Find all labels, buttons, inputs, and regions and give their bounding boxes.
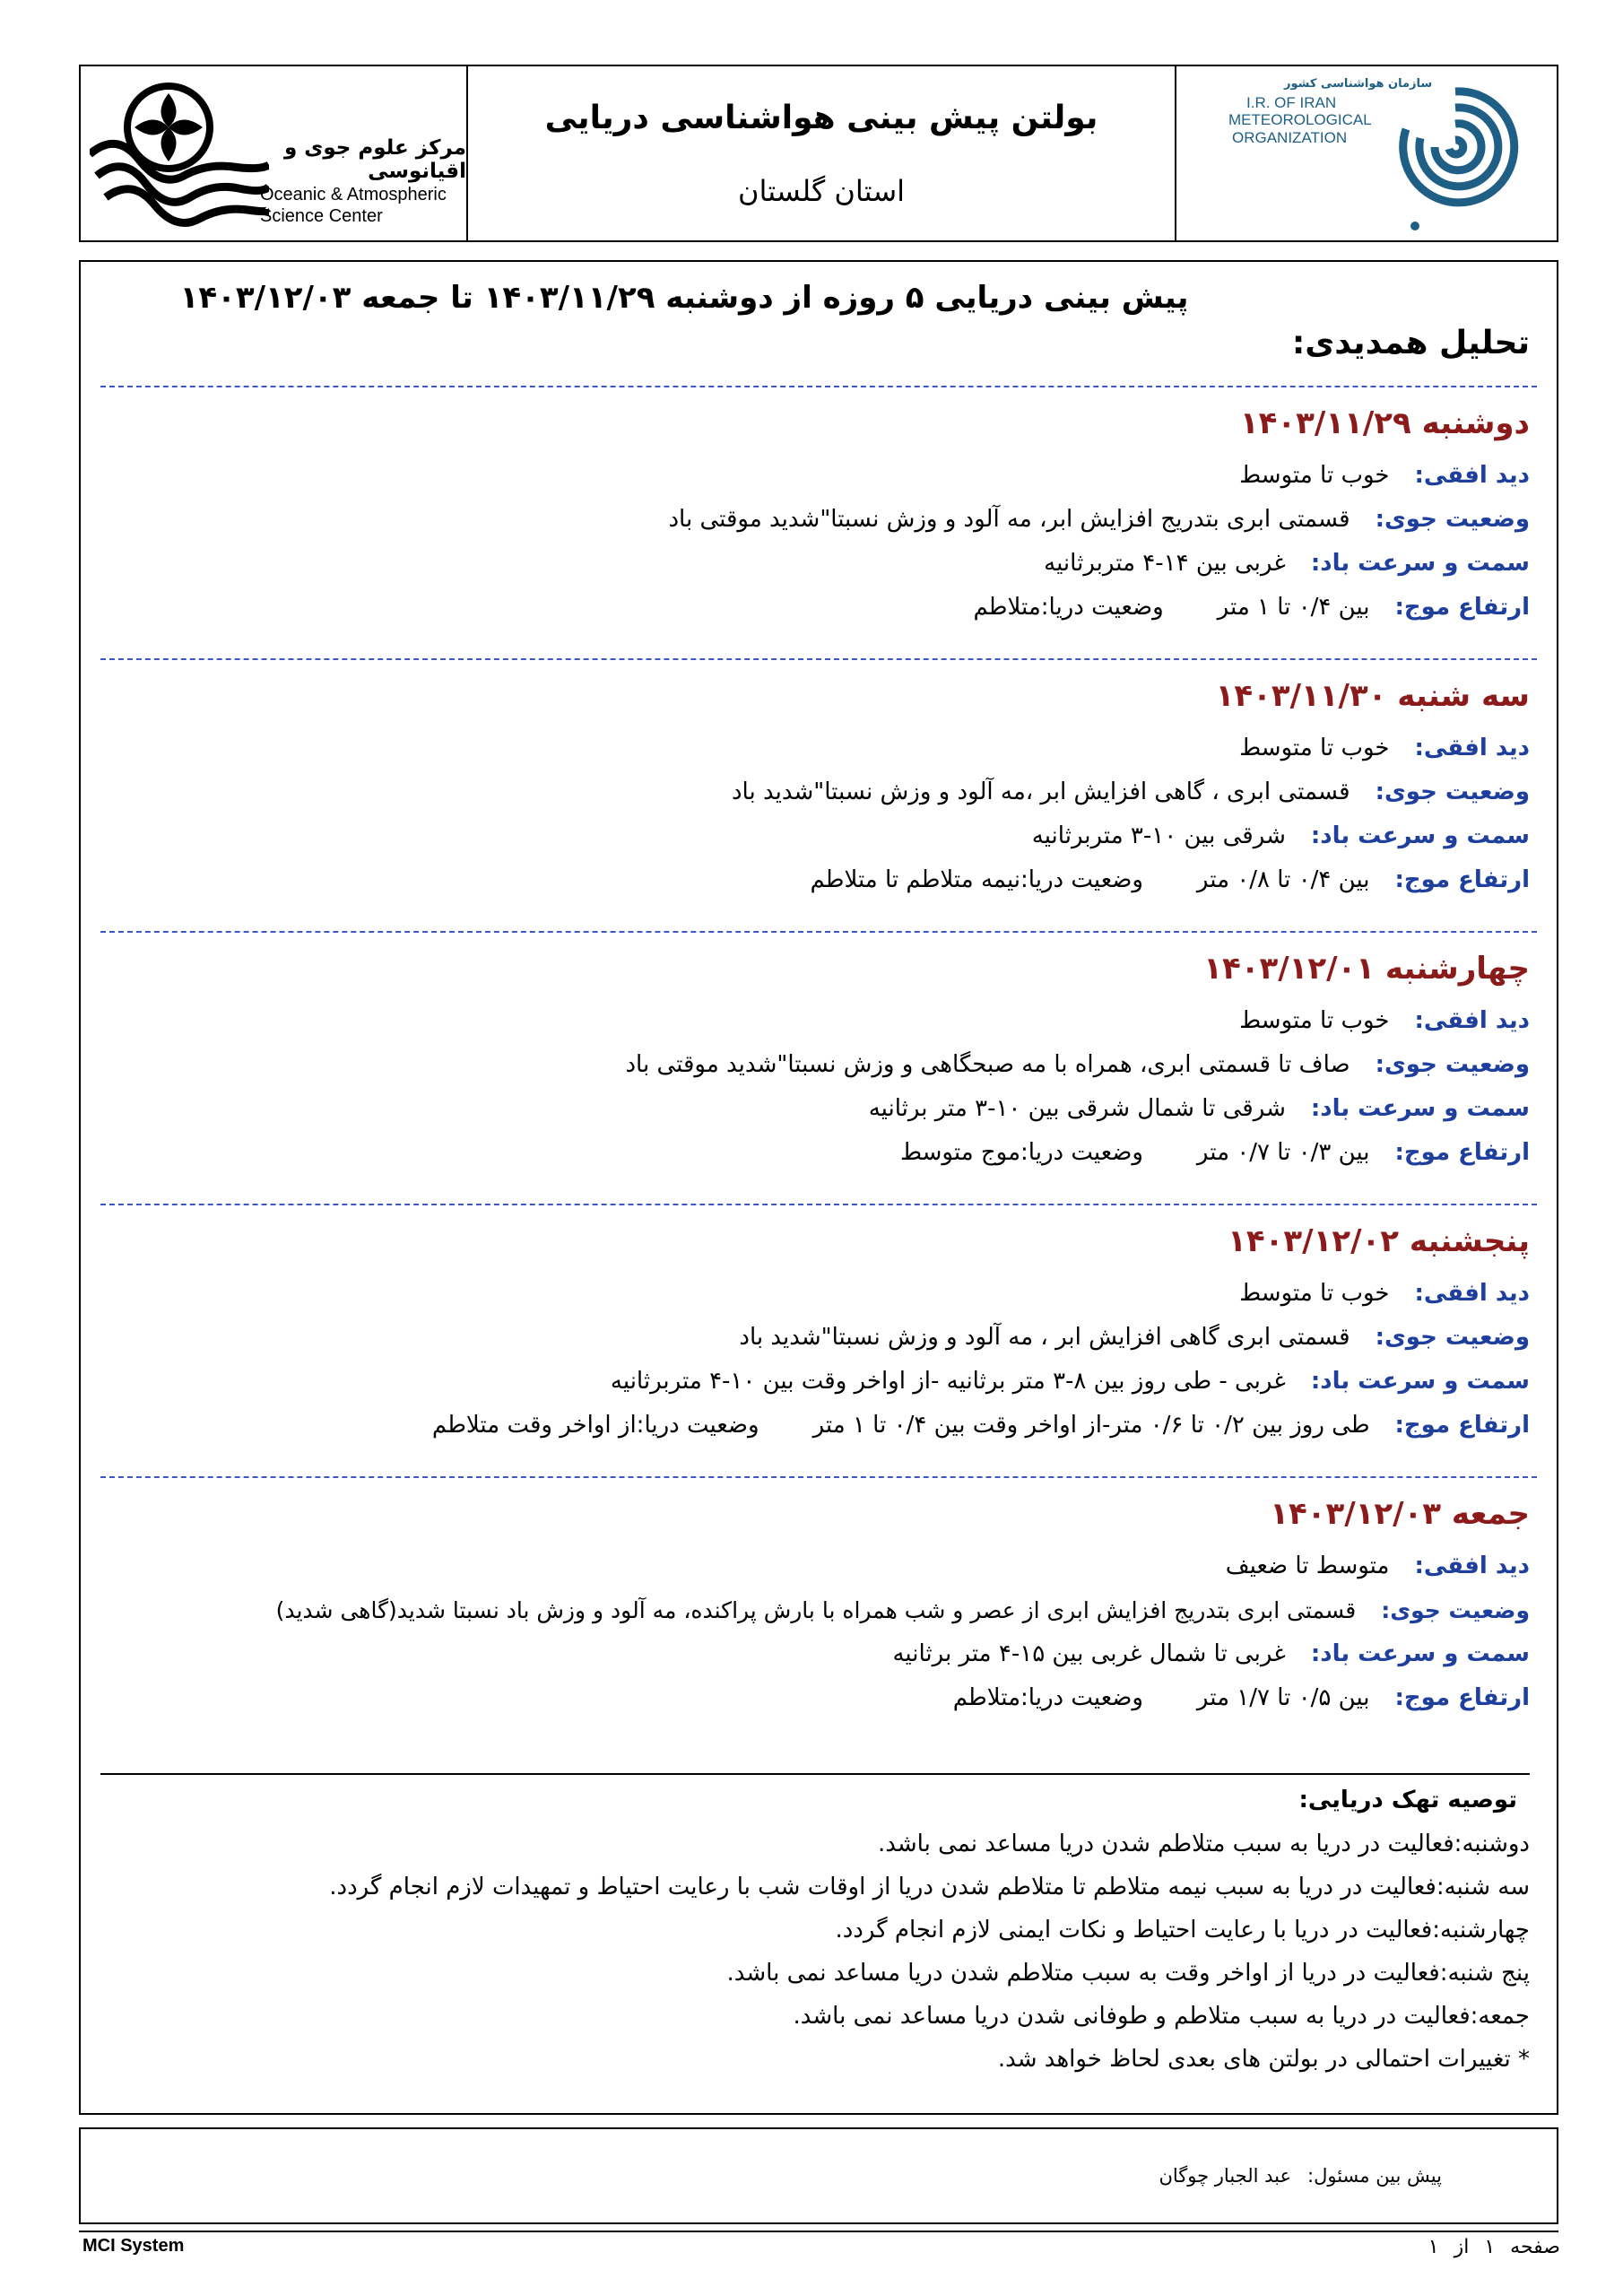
oac-logo-block [81,66,468,240]
forecaster-label: پیش بین مسئول: [1307,2165,1442,2187]
wind-row [108,814,1530,858]
wind-row [108,1087,1530,1131]
irimo-name-en-1: I.R. OF IRAN [1246,94,1337,111]
province-name: استان گلستان [737,173,906,208]
visibility-value: خوب تا متوسط [1239,1007,1390,1034]
sea-state-value: وضعیت دریا:نیمه متلاطم تا متلاطم [810,866,1143,893]
weather-row [108,498,1530,542]
weather-value: قسمتی ابری گاهی افزایش ابر ، مه آلود و وزش نسبتا"شدید باد [739,1324,1350,1351]
sea-state-value: وضعیت دریا:متلاطم [973,594,1164,621]
advice-note: * تغییرات احتمالی در بولتن های بعدی لحاظ خواهد شد. [997,2046,1530,2073]
wind-label: سمت و سرعت باد: [1310,1368,1530,1395]
weather-value: قسمتی ابری بتدریج افزایش ابری از عصر و شب همراه با بارش پراکنده، مه آلود و وزش باد نسبتا شدید(گاهی شدید) [275,1597,1357,1623]
divider [100,931,1537,933]
divider [100,386,1537,387]
irimo-name-fa: سازمان هواشناسی کشور [1284,77,1433,91]
page-footer-rule [79,2231,1558,2232]
visibility-row [108,454,1530,498]
wave-label: ارتفاع موج: [1394,1684,1530,1711]
visibility-label: دید افقی: [1414,735,1530,761]
wave-value: بین ۰/۴ تا ۰/۸ متر [1196,866,1370,893]
wind-row [108,542,1530,586]
oac-name-en-2: Science Center [260,206,383,226]
bulletin-title: بولتن پیش بینی هواشناسی دریایی [544,99,1098,136]
irimo-name-en-3: ORGANIZATION [1232,129,1348,146]
wave-value: بین ۰/۴ تا ۱ متر [1217,594,1370,621]
advice-line: جمعه:فعالیت در دریا به سبب متلاطم و طوفانی شدن دریا مساعد نمی باشد. [793,2003,1530,2030]
forecaster-name: عبد الجبار چوگان [1159,2165,1292,2187]
divider [100,1476,1537,1478]
sea-state-value: وضعیت دریا:از اواخر وقت متلاطم [431,1412,759,1439]
divider [100,658,1537,660]
wind-row [108,1632,1530,1676]
day-block-monday [108,405,1530,630]
wind-row [108,1360,1530,1404]
weather-value: صاف تا قسمتی ابری، همراه با مه صبحگاهی و وزش نسبتا"شدید موقتی باد [625,1051,1350,1078]
wave-label: ارتفاع موج: [1394,1139,1530,1166]
forecaster-line [1159,2165,1442,2187]
forecast-title: پیش بینی دریایی ۵ روزه از دوشنبه ۱۴۰۳/۱۱/۲۹ تا جمعه ۱۴۰۳/۱۲/۰۳ [179,280,1189,316]
weather-label: وضعیت جوی: [1375,778,1530,805]
divider [100,1204,1537,1205]
irimo-name-en-2: METEOROLOGICAL [1228,111,1372,128]
oac-name-fa: مرکز علوم جوی و اقیانوسی [283,136,466,183]
day-title: دوشنبه ۱۴۰۳/۱۱/۲۹ [1239,405,1530,441]
weather-label: وضعیت جوی: [1375,1324,1530,1351]
day-block-thursday [108,1223,1530,1448]
visibility-row [108,1272,1530,1316]
day-title: پنجشنبه ۱۴۰۳/۱۲/۰۲ [1228,1223,1530,1259]
irimo-logo-block [1176,66,1557,240]
wave-value: بین ۰/۳ تا ۰/۷ متر [1196,1139,1370,1166]
header-title-block [468,66,1176,240]
visibility-row [108,726,1530,770]
visibility-label: دید افقی: [1414,462,1530,489]
advice-line: پنج شنبه:فعالیت در دریا از اواخر وقت به سبب متلاطم شدن دریا مساعد نمی باشد. [726,1960,1530,1987]
weather-row [108,1043,1530,1087]
day-title: سه شنبه ۱۴۰۳/۱۱/۳۰ [1215,678,1530,714]
day-title: چهارشنبه ۱۴۰۳/۱۲/۰۱ [1203,951,1530,987]
wave-label: ارتفاع موج: [1394,866,1530,893]
day-block-wednesday [108,951,1530,1175]
wind-value: غربی تا شمال غربی بین ۱۵-۴ متر برثانیه [892,1640,1286,1667]
advice-title: توصیه تهک دریایی: [1298,1787,1517,1813]
wind-label: سمت و سرعت باد: [1310,1095,1530,1122]
wave-row [108,586,1530,630]
weather-value: قسمتی ابری بتدریج افزایش ابر، مه آلود و وزش نسبتا"شدید موقتی باد [668,506,1350,533]
system-name: MCI System [82,2236,185,2256]
visibility-row [108,999,1530,1043]
wave-row [108,1676,1530,1720]
visibility-value: متوسط تا ضعیف [1225,1552,1390,1579]
weather-label: وضعیت جوی: [1375,1051,1530,1078]
wave-value: بین ۰/۵ تا ۱/۷ متر [1196,1684,1370,1711]
advice-line: چهارشنبه:فعالیت در دریا با رعایت احتیاط و نکات ایمنی لازم انجام گردد. [835,1917,1530,1944]
sea-state-value: وضعیت دریا:موج متوسط [899,1139,1143,1166]
visibility-value: خوب تا متوسط [1239,735,1390,761]
wave-label: ارتفاع موج: [1394,594,1530,621]
synoptic-heading: تحلیل همدیدی: [1291,325,1530,361]
wind-value: شرقی بین ۱۰-۳ متربرثانیه [1031,822,1286,849]
day-title: جمعه ۱۴۰۳/۱۲/۰۳ [1270,1496,1530,1532]
oac-name-en-1: Oceanic & Atmospheric [260,185,447,204]
wave-row [108,858,1530,902]
sea-state-value: وضعیت دریا:متلاطم [952,1684,1143,1711]
forecast-box [79,260,1558,2115]
weather-row [108,770,1530,814]
day-block-tuesday [108,678,1530,902]
page-number: صفحه ۱ از ۱ [1428,2236,1560,2258]
visibility-label: دید افقی: [1414,1552,1530,1579]
forecaster-box [79,2127,1558,2224]
oac-logo-icon [90,77,269,230]
advice-section [108,1787,1530,2081]
wave-label: ارتفاع موج: [1394,1412,1530,1439]
advice-divider [100,1773,1530,1775]
irimo-logo-icon [1388,75,1523,232]
wind-label: سمت و سرعت باد: [1310,550,1530,577]
wave-row [108,1131,1530,1175]
weather-label: وضعیت جوی: [1375,506,1530,533]
wave-value: طی روز بین ۰/۲ تا ۰/۶ متر-از اواخر وقت بین ۰/۴ تا ۱ متر [812,1412,1370,1439]
wind-value: شرقی تا شمال شرقی بین ۱۰-۳ متر برثانیه [868,1095,1286,1122]
advice-line: دوشنبه:فعالیت در دریا به سبب متلاطم شدن دریا مساعد نمی باشد. [877,1831,1530,1857]
wind-label: سمت و سرعت باد: [1310,1640,1530,1667]
day-block-friday [108,1496,1530,1720]
visibility-value: خوب تا متوسط [1239,1280,1390,1307]
wind-value: غربی بین ۱۴-۴ متربرثانیه [1044,550,1286,577]
visibility-label: دید افقی: [1414,1280,1530,1307]
weather-value: قسمتی ابری ، گاهی افزایش ابر ،مه آلود و وزش نسبتا"شدید باد [731,778,1350,805]
header-box [79,65,1558,242]
visibility-label: دید افقی: [1414,1007,1530,1034]
wind-value: غربی - طی روز بین ۸-۳ متر برثانیه -از اواخر وقت بین ۱۰-۴ متربرثانیه [610,1368,1286,1395]
weather-label: وضعیت جوی: [1381,1597,1530,1623]
advice-line: سه شنبه:فعالیت در دریا به سبب نیمه متلاطم تا متلاطم شدن دریا از اوقات شب با رعایت احتیاط و تمهیدات لازم انجام گردد. [329,1874,1530,1900]
visibility-value: خوب تا متوسط [1239,462,1390,489]
weather-row [108,1588,1530,1632]
wave-row [108,1404,1530,1448]
weather-row [108,1316,1530,1360]
wind-label: سمت و سرعت باد: [1310,822,1530,849]
visibility-row [108,1544,1530,1588]
